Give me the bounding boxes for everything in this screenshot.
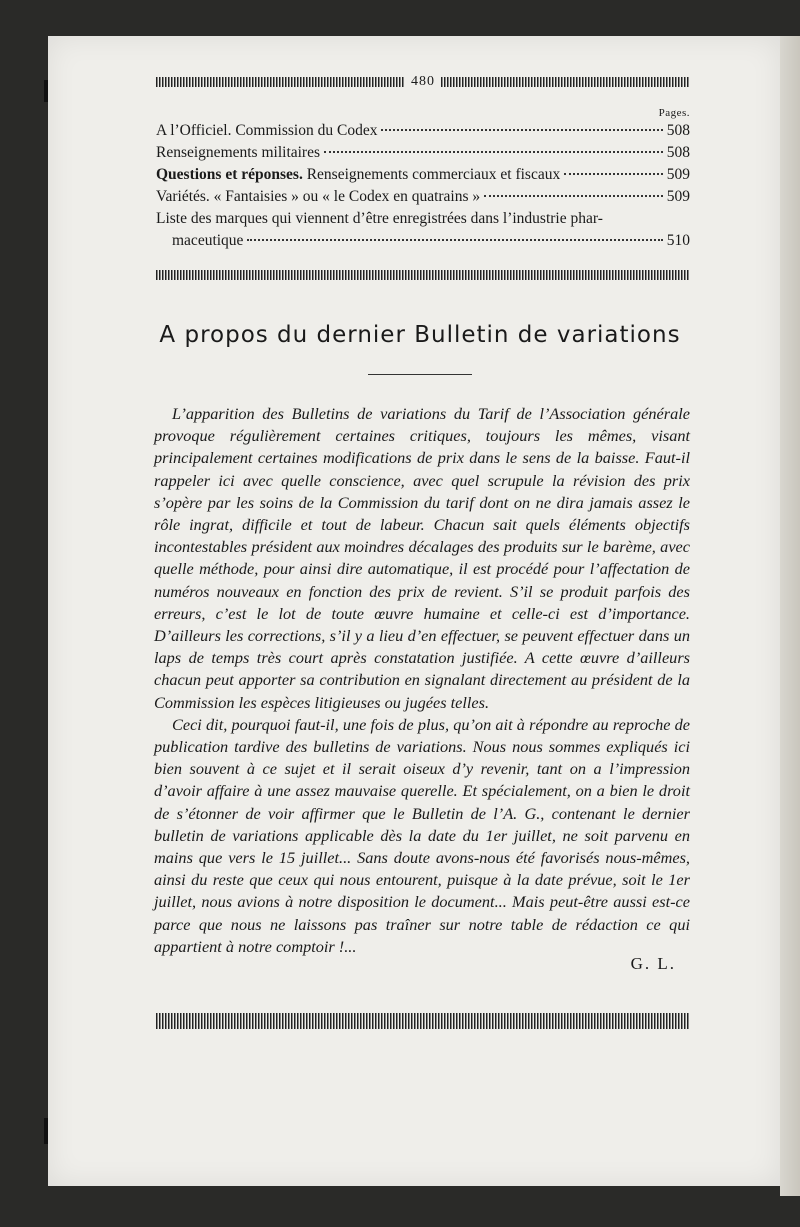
toc-entry-title: maceutique: [172, 232, 244, 249]
footer-rule: [156, 1013, 690, 1029]
toc-entry-page: 509: [666, 188, 690, 205]
page-header: [156, 74, 690, 90]
toc-pages-label: Pages.: [658, 107, 690, 119]
section-rule: [156, 270, 690, 280]
toc-entry-title: Variétés. « Fantaisies » ou « le Codex en quatrains »: [156, 188, 481, 205]
article-paragraph: L’apparition des Bulletins de variations du Tarif de l’Association générale provoque régulièrement certaines critiques, toujours les mêmes, visant principalement certaines modifications de prix dans le sens de la baisse. Faut-il rappeler ici avec quelle conscience, avec quel scrupule la révision des prix s’opère par les soins de la Commission du tarif dont on ne dira jamais assez le rôle ingrat, difficile et tout de labeur. Chacun sait quels éléments objectifs incontestables président aux moindres décalages des produits sur le barème, avec quelle méthode, pour ainsi dire automatique, il est procédé pour l’affectation de numéros nouveaux en fonction des prix de revient. S’il se produit parfois des erreurs, c’est le lot de toute œuvre humaine et celle-ci est d’importance. D’ailleurs les corrections, s’il y a lieu d’en effectuer, se peuvent effectuer dans un laps de temps très court après constatation justifiée. A cette œuvre d’ailleurs chacun peut apporter sa contribution en signalant directement au président de la Commission les espèces litigieuses ou jugées telles.: [154, 404, 690, 712]
next-page-edge: [780, 36, 800, 1196]
toc-entry: [156, 164, 690, 186]
toc-entry-page: 509: [666, 166, 690, 183]
article-title: A propos du dernier Bulletin de variations: [159, 322, 681, 348]
toc-entry-page: 510: [666, 232, 690, 249]
header-rule-right: [441, 77, 690, 87]
title-underline: [368, 374, 472, 375]
page-number: 480: [411, 74, 435, 89]
toc-entry-title-rest: Renseignements commerciaux et fiscaux: [302, 166, 561, 183]
toc-entry-title-line1: Liste des marques qui viennent d’être enregistrées dans l’industrie phar-: [156, 210, 603, 227]
toc-leader-dots: [484, 195, 663, 197]
toc-entry-page: 508: [666, 144, 690, 161]
toc-entry: [156, 186, 690, 208]
toc-entry-title-bold: Questions et réponses.: [156, 166, 303, 183]
toc-entry: [156, 120, 690, 142]
toc-leader-dots: [564, 173, 663, 175]
toc-entry: [156, 142, 690, 164]
toc-leader-dots: [247, 239, 662, 241]
binding-mark: [44, 1118, 48, 1144]
toc-leader-dots: [381, 129, 662, 131]
binding-mark: [44, 80, 48, 102]
toc-entry-title: Renseignements militaires: [156, 144, 321, 161]
toc-entry-title: [156, 164, 560, 186]
toc-entry-title: A l’Officiel. Commission du Codex: [156, 122, 378, 139]
article-signature: G. L.: [630, 954, 676, 973]
header-rule-left: [156, 77, 405, 87]
article-paragraph: Ceci dit, pourquoi faut-il, une fois de plus, qu’on ait à répondre au reproche de publication tardive des bulletins de variations. Nous nous sommes expliqués ici bien souvent à ce sujet et il serait oiseux d’y revenir, tant on a l’impression d’avoir affaire à une assez mauvaise querelle. Et spécialement, on a bien le droit de s’étonner de voir affirmer que le Bulletin de l’A. G., contenant le dernier bulletin de variations applicable dès la date du 1er juillet, ne soit parvenu en mains que vers le 15 juillet... Sans doute avons-nous été favorisés nous-mêmes, ainsi du reste que ceux qui nous entourent, puisque à la date prévue, soit le 1er juillet, nous avions à notre disposition le document... Mais peut-être aussi est-ce parce que nous ne laissons pas traîner sur notre table de rédaction ce qui appartient à notre comptoir !...: [154, 714, 690, 956]
toc-entry: [156, 230, 690, 252]
toc-entry-page: 508: [666, 122, 690, 139]
table-of-contents: [156, 120, 690, 252]
toc-leader-dots: [324, 151, 663, 153]
article-body: [154, 403, 690, 958]
